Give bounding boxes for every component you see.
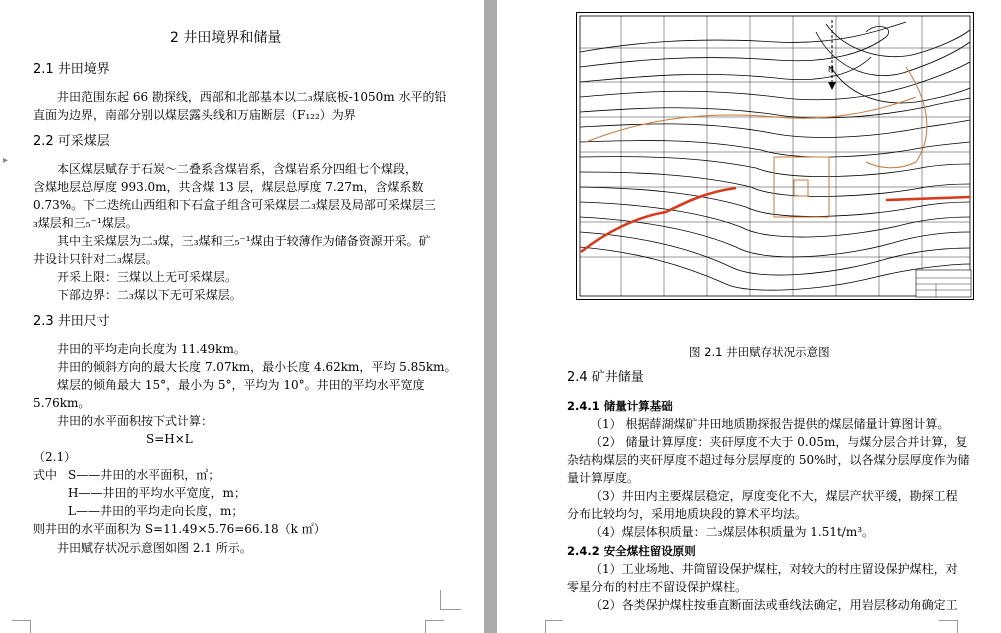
map-north-label: N (828, 65, 834, 74)
definition-line: S——井田的水平面积，㎡； (68, 468, 221, 482)
right-page (497, 0, 1001, 633)
crop-mark (30, 620, 31, 633)
paragraph-line: 井田的倾斜方向的最大长度 7.07km，最小长度 4.62km，平均 5.85km。 (57, 360, 457, 374)
subsection-heading-2-4-2: 2.4.2 安全煤柱留设原则 (567, 544, 696, 558)
subsection-heading-2-4-1: 2.4.1 储量计算基础 (567, 399, 673, 413)
list-item-continued: 分布比较均匀，采用地质块段的算术平均法。 (567, 507, 808, 521)
crop-mark (426, 620, 444, 621)
left-page (0, 0, 484, 633)
coal-field-contour-map (576, 12, 974, 300)
paragraph-line: 井田的平均走向长度为 11.49km。 (57, 342, 246, 356)
list-item-continued: 零星分布的村庄不留设保护煤柱。 (567, 580, 748, 594)
paragraph-line: 井田的水平面积按下式计算： (57, 414, 214, 428)
figure-reference: 井田赋存状况示意图如图 2.1 所示。 (57, 541, 252, 555)
section-heading-2-1: 2.1 井田境界 (33, 62, 110, 77)
crop-mark (441, 609, 461, 610)
list-item: （2）各类保护煤柱按垂直断面法或垂线法确定，用岩层移动角确定工 (590, 598, 958, 612)
crop-mark (545, 620, 563, 621)
paragraph-line: 含煤地层总厚度 993.0m，共含煤 13 层，煤层总厚度 7.27m，含煤系数 (33, 180, 424, 194)
definition-line: L——井田的平均走向长度，m； (68, 504, 244, 518)
paragraph-line: 5.76km。 (33, 396, 91, 410)
section-heading-2-3: 2.3 井田尺寸 (33, 314, 110, 329)
where-label: 式中 (33, 468, 58, 482)
lower-limit-line: 下部边界：二₃煤以下无可采煤层。 (57, 288, 242, 302)
definition-line: H——井田的平均水平宽度，m； (68, 486, 246, 500)
margin-marker: ▸ (3, 155, 9, 166)
list-item: （1）工业场地、井筒留设保护煤柱，对较大的村庄留设保护煤柱，对 (590, 562, 958, 576)
paragraph-line: 井田范围东起 66 勘探线，西部和北部基本以二₃煤底板-1050m 水平的铅 (57, 90, 447, 104)
list-item: （3）井田内主要煤层稳定，厚度变化不大，煤层产状平缓，勘探工程 (590, 489, 958, 503)
crop-mark (957, 620, 958, 633)
result-line: 则井田的水平面积为 S=11.49×5.76=66.18（k ㎡） (33, 522, 326, 536)
map-title-block (916, 270, 971, 297)
list-item: （2） 储量计算厚度：夹矸厚度不大于 0.05m，与煤分层合并计算，复 (590, 435, 968, 449)
crop-mark (440, 590, 441, 610)
figure-caption: 图 2.1 井田赋存状况示意图 (689, 345, 830, 359)
paragraph-line: 井设计只针对二₃煤层。 (33, 252, 158, 266)
section-heading-2-2: 2.2 可采煤层 (33, 134, 110, 149)
list-item-continued: 杂结构煤层的夹矸厚度不超过每分层厚度的 50%时，以各煤分层厚度作为储 (567, 453, 970, 467)
paragraph-line: 其中主采煤层为二₃煤，三₃煤和三₅⁻¹煤由于较薄作为储备资源开采。矿 (57, 234, 431, 248)
upper-limit-line: 开采上限：三煤以上无可采煤层。 (57, 270, 238, 284)
chapter-title: 2 井田境界和储量 (170, 30, 282, 46)
paragraph-line: ₃煤层和三₅⁻¹煤层。 (33, 216, 138, 230)
list-item-continued: 量计算厚度。 (567, 471, 640, 485)
paragraph-line: 0.73%。下二迭统山西组和下石盒子组含可采煤层二₃煤层及局部可采煤层三 (33, 198, 436, 212)
crop-mark (545, 620, 546, 633)
paragraph-line: 直面为边界，南部分别以煤层露头线和万庙断层（F₁₂₂）为界 (33, 108, 356, 122)
section-heading-2-4: 2.4 矿井储量 (567, 370, 644, 385)
list-item: （1） 根据薛湖煤矿井田地质勘探报告提供的煤层储量计算图计算。 (590, 417, 950, 431)
list-item: （4）煤层体积质量：二₃煤层体积质量为 1.51t/m³。 (590, 525, 875, 539)
crop-mark (12, 620, 30, 621)
paragraph-line: 本区煤层赋存于石炭～二叠系含煤岩系，含煤岩系分四组七个煤段， (57, 162, 418, 176)
paragraph-line: 煤层的倾角最大 15°，最小为 5°，平均为 10°。井田的平均水平宽度 (57, 378, 425, 392)
equation-number: （2.1） (33, 450, 77, 464)
crop-mark (939, 620, 957, 621)
formula: S=H×L (146, 432, 193, 446)
crop-mark (425, 620, 426, 633)
